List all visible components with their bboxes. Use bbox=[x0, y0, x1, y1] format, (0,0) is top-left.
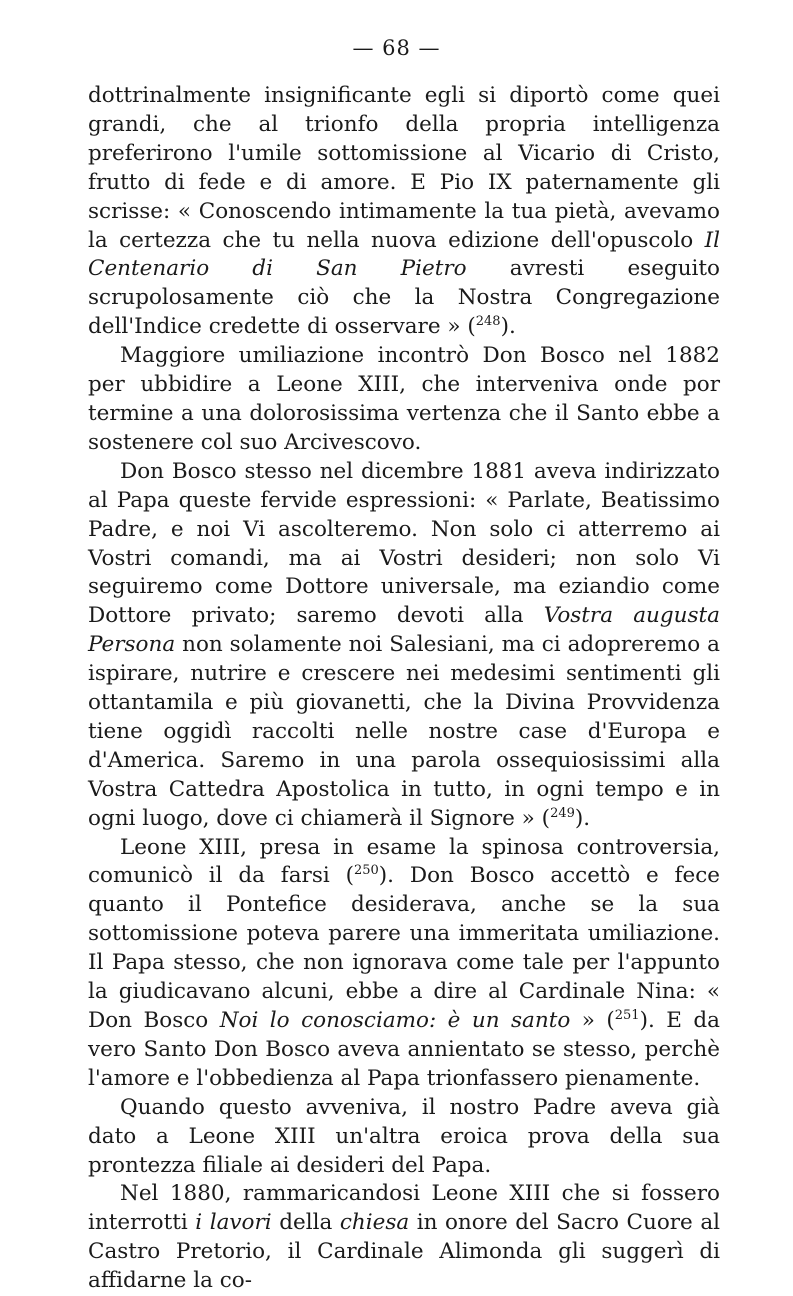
text-run: Leone XIII, presa in esame la spinosa controversia, comunicò il da farsi ( bbox=[88, 834, 720, 889]
text-run: avresti eseguito scrupolosamente ciò che la Nostra Congregazione dell'Indice credette di osservare » ( bbox=[88, 256, 720, 340]
text-run: ). bbox=[500, 314, 516, 340]
italic-quote: Noi lo conosciamo: è un santo bbox=[219, 1008, 571, 1033]
text-run: dottrinalmente insignificante egli si diportò come quei grandi, che al trionfo della propria intelligenza preferirono l'umile sottomissione al Vicario di Cristo, frutto di fede e di amore. E Pio IX paternamente gli scrisse: « Conoscendo intimamente la tua pietà, avevamo la certezza che tu nella nuova edizione dell'opuscolo bbox=[88, 83, 720, 253]
italic-phrase: chiesa bbox=[339, 1210, 410, 1236]
page-number: — 68 — bbox=[352, 36, 441, 60]
footnote-ref: 248 bbox=[475, 314, 501, 330]
text-run: ). bbox=[574, 805, 591, 831]
body-text bbox=[88, 82, 720, 1296]
text-run: ). Don Bosco accettò e fece quanto il Pontefice desiderava, anche se la sua sottomissione poteva parere una immeritata umiliazione. Il Papa stesso, che non ignorava come tale per l'appunto la giudicavano alcuni, ebbe a dire al Cardinale Nina: « Don Bosco bbox=[88, 863, 721, 1033]
paragraph-1 bbox=[88, 82, 720, 342]
paragraph-6 bbox=[88, 1180, 720, 1296]
book-title: Il Centenario di San Pietro bbox=[88, 227, 720, 282]
paragraph-3 bbox=[88, 458, 720, 834]
text-run: » ( bbox=[570, 1008, 615, 1033]
paragraph-2 bbox=[88, 342, 720, 458]
paragraph-5 bbox=[88, 1094, 720, 1181]
text-run: della bbox=[271, 1210, 340, 1236]
italic-phrase: i lavori bbox=[195, 1210, 272, 1236]
text-run: non solamente noi Salesiani, ma ci adopreremo a ispirare, nutrire e crescere nei medesimi sentimenti gli ottantamila e più giovanetti, che la Divina Provvidenza tiene oggidì raccolti nelle nostre case d'Europa e d'America. Saremo in una parola ossequiosissimi alla Vostra Cattedra Apostolica in tutto, in ogni tempo e in ogni luogo, dove ci chiamerà il Signore » ( bbox=[88, 632, 720, 831]
text-run: ). E da vero Santo Don Bosco aveva annientato se stesso, perchè l'amore e l'obbedienza al Papa trionfassero pienamente. bbox=[88, 1008, 720, 1091]
text-run: Don Bosco stesso nel dicembre 1881 aveva indirizzato al Papa queste fervide espressioni: « Parlate, Beatissimo Padre, e noi Vi ascolteremo. Non solo ci atterremo ai Vostri comandi, ma ai Vostri desideri; non solo Vi seguiremo come Dottore universale, ma eziandio come Dottore privato; saremo devoti alla bbox=[88, 458, 720, 629]
footnote-ref: 251 bbox=[614, 1007, 640, 1023]
text-run: Nel 1880, rammaricandosi Leone XIII che si fossero interrotti bbox=[88, 1181, 720, 1236]
footnote-ref: 250 bbox=[353, 863, 379, 879]
text-run: Maggiore umiliazione incontrò Don Bosco nel 1882 per ubbidire a Leone XIII, che interveniva onde por termine a una dolorosissima vertenza che il Santo ebbe a sostenere col suo Arcivescovo. bbox=[88, 343, 720, 455]
text-run: in onore del Sacro Cuore al Castro Pretorio, il Cardinale Alimonda gli suggerì di affidarne la co- bbox=[88, 1210, 721, 1294]
text-run: Quando questo avveniva, il nostro Padre aveva già dato a Leone XIII un'altra eroica prova della sua prontezza filiale ai desideri del Papa. bbox=[88, 1094, 720, 1178]
footnote-ref: 249 bbox=[550, 805, 575, 821]
paragraph-4 bbox=[88, 834, 720, 1094]
italic-phrase: Vostra augusta Persona bbox=[88, 603, 720, 658]
